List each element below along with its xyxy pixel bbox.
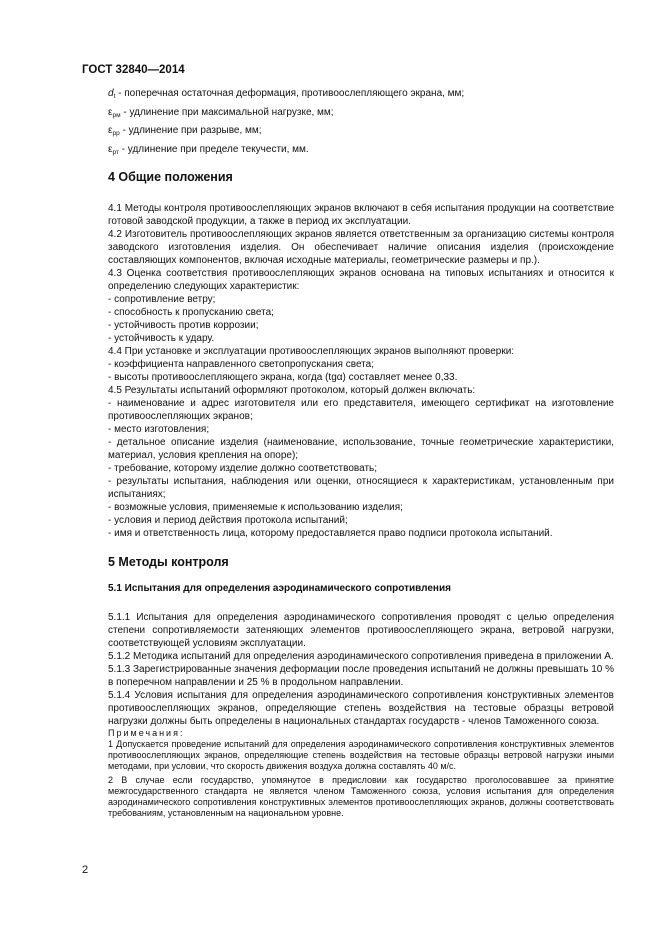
paragraph-5-1-2: 5.1.2 Методика испытаний для определения аэродинамического сопротивления приведена в приложении А. [108, 651, 614, 662]
paragraph-4-4: 4.4 При установке и эксплуатации противоослепляющих экранов выполняют проверки: [108, 346, 515, 357]
list-item: - сопротивление ветру; [108, 294, 216, 305]
subsection-5-1-title: 5.1 Испытания для определения аэродинамического сопротивления [108, 583, 451, 594]
paragraph-5-1-1: 5.1.1 Испытания для определения аэродинамического сопротивления проводят с целью определения степени сопротивляемости затеняющих элементов противоослепляющего экрана, ветровой нагрузки, соответствующей условиям эксплуатации. [108, 612, 614, 649]
list-item: - высоты противоослепляющего экрана, когда (tgα) составляет менее 0,33. [108, 372, 458, 383]
list-item: - коэффициента направленного светопропускания света; [108, 359, 374, 370]
paragraph-4-5: 4.5 Результаты испытаний оформляют протоколом, который должен включать: [108, 385, 476, 396]
section-5-title: 5 Методы контроля [108, 555, 229, 569]
paragraph-4-1: 4.1 Методы контроля противоослепляющих экранов включают в себя испытания продукции на соответствие готовой заводской продукции, а также в период их эксплуатации. [108, 203, 614, 227]
list-item: - способность к пропусканию света; [108, 307, 274, 318]
standard-header: ГОСТ 32840—2014 [82, 64, 185, 76]
notes-title: Примечания: [108, 728, 185, 738]
list-item: - условия и период действия протокола испытаний; [108, 515, 348, 526]
list-item: - устойчивость к удару. [108, 333, 215, 344]
list-item: - устойчивость против коррозии; [108, 320, 259, 331]
definition-item: $\varepsilon_{рм}$ - удлинение при максимальной нагрузке, мм; [108, 106, 334, 119]
paragraph-5-1-3: 5.1.3 Зарегистрированные значения деформации после проведения испытаний не должны превышать 10 % в поперечном направлении и 25 % в продольном направлении. [108, 664, 614, 688]
list-item: - детальное описание изделия (наименование, использование, точные геометрические характеристики, материал, условия крепления на опоре); [108, 437, 614, 461]
definition-item: $\varepsilon_{рт}$ - удлинение при пределе текучести, мм. [108, 143, 309, 156]
list-item: - возможные условия, применяемые к использованию изделия; [108, 502, 403, 513]
note-2: 2 В случае если государство, упомянутое в предисловии как государство проголосовавшее за принятие межгосударственного стандарта не является членом Таможенного союза, условия испытания для определения аэродинамического сопротивления конструктивных элементов противоослепляющих экранов, должны соответствовать требованиям, установленным на национальном уровне. [108, 775, 614, 818]
list-item: - наименование и адрес изготовителя или его представителя, имеющего сертификат на изготовление противоослепляющих экранов; [108, 398, 614, 422]
paragraph-4-2: 4.2 Изготовитель противоослепляющих экранов является ответственным за организацию системы контроля заводского изготовления изделия. Он обеспечивает наличие описания изделия (происхождение составляющих компонентов, включая исходные материалы, геометрические размеры и пр.). [108, 229, 614, 266]
list-item: - место изготовления; [108, 424, 210, 435]
page-number: 2 [82, 864, 89, 876]
definition-item: $d_t$ - поперечная остаточная деформация, противоослепляющего экрана, мм; [108, 88, 465, 100]
list-item: - результаты испытания, наблюдения или оценки, относящиеся к характеристикам, установленным при испытаниях; [108, 476, 614, 500]
section-4-title: 4 Общие положения [108, 170, 233, 184]
paragraph-4-3: 4.3 Оценка соответствия противоослепляющих экранов основана на типовых испытаниях и относится к определению следующих характеристик: [108, 268, 614, 292]
list-item: - имя и ответственность лица, которому предоставляется право подписи протокола испытаний. [108, 528, 553, 539]
list-item: - требование, которому изделие должно соответствовать; [108, 463, 378, 474]
definition-item: $\varepsilon_{рр}$ - удлинение при разрыве, мм; [108, 125, 262, 137]
definitions-list [108, 86, 614, 160]
note-1: 1 Допускается проведение испытаний для определения аэродинамического сопротивления конструктивных элементов противоослепляющих экранов, определяющие степень воздействия на тестовые образцы ветровой нагрузки иными методами, при условии, что скорость движения воздуха должна составлять 40 м/с. [108, 739, 614, 771]
page-content [108, 86, 614, 819]
paragraph-5-1-4: 5.1.4 Условия испытания для определения аэродинамического сопротивления конструктивных элементов противоослепляющих экранов, определяющие степень воздействия на тестовые образцы ветровой нагрузки должны быть определены в национальных стандартах государств - членов Таможенного союза. [108, 690, 614, 727]
